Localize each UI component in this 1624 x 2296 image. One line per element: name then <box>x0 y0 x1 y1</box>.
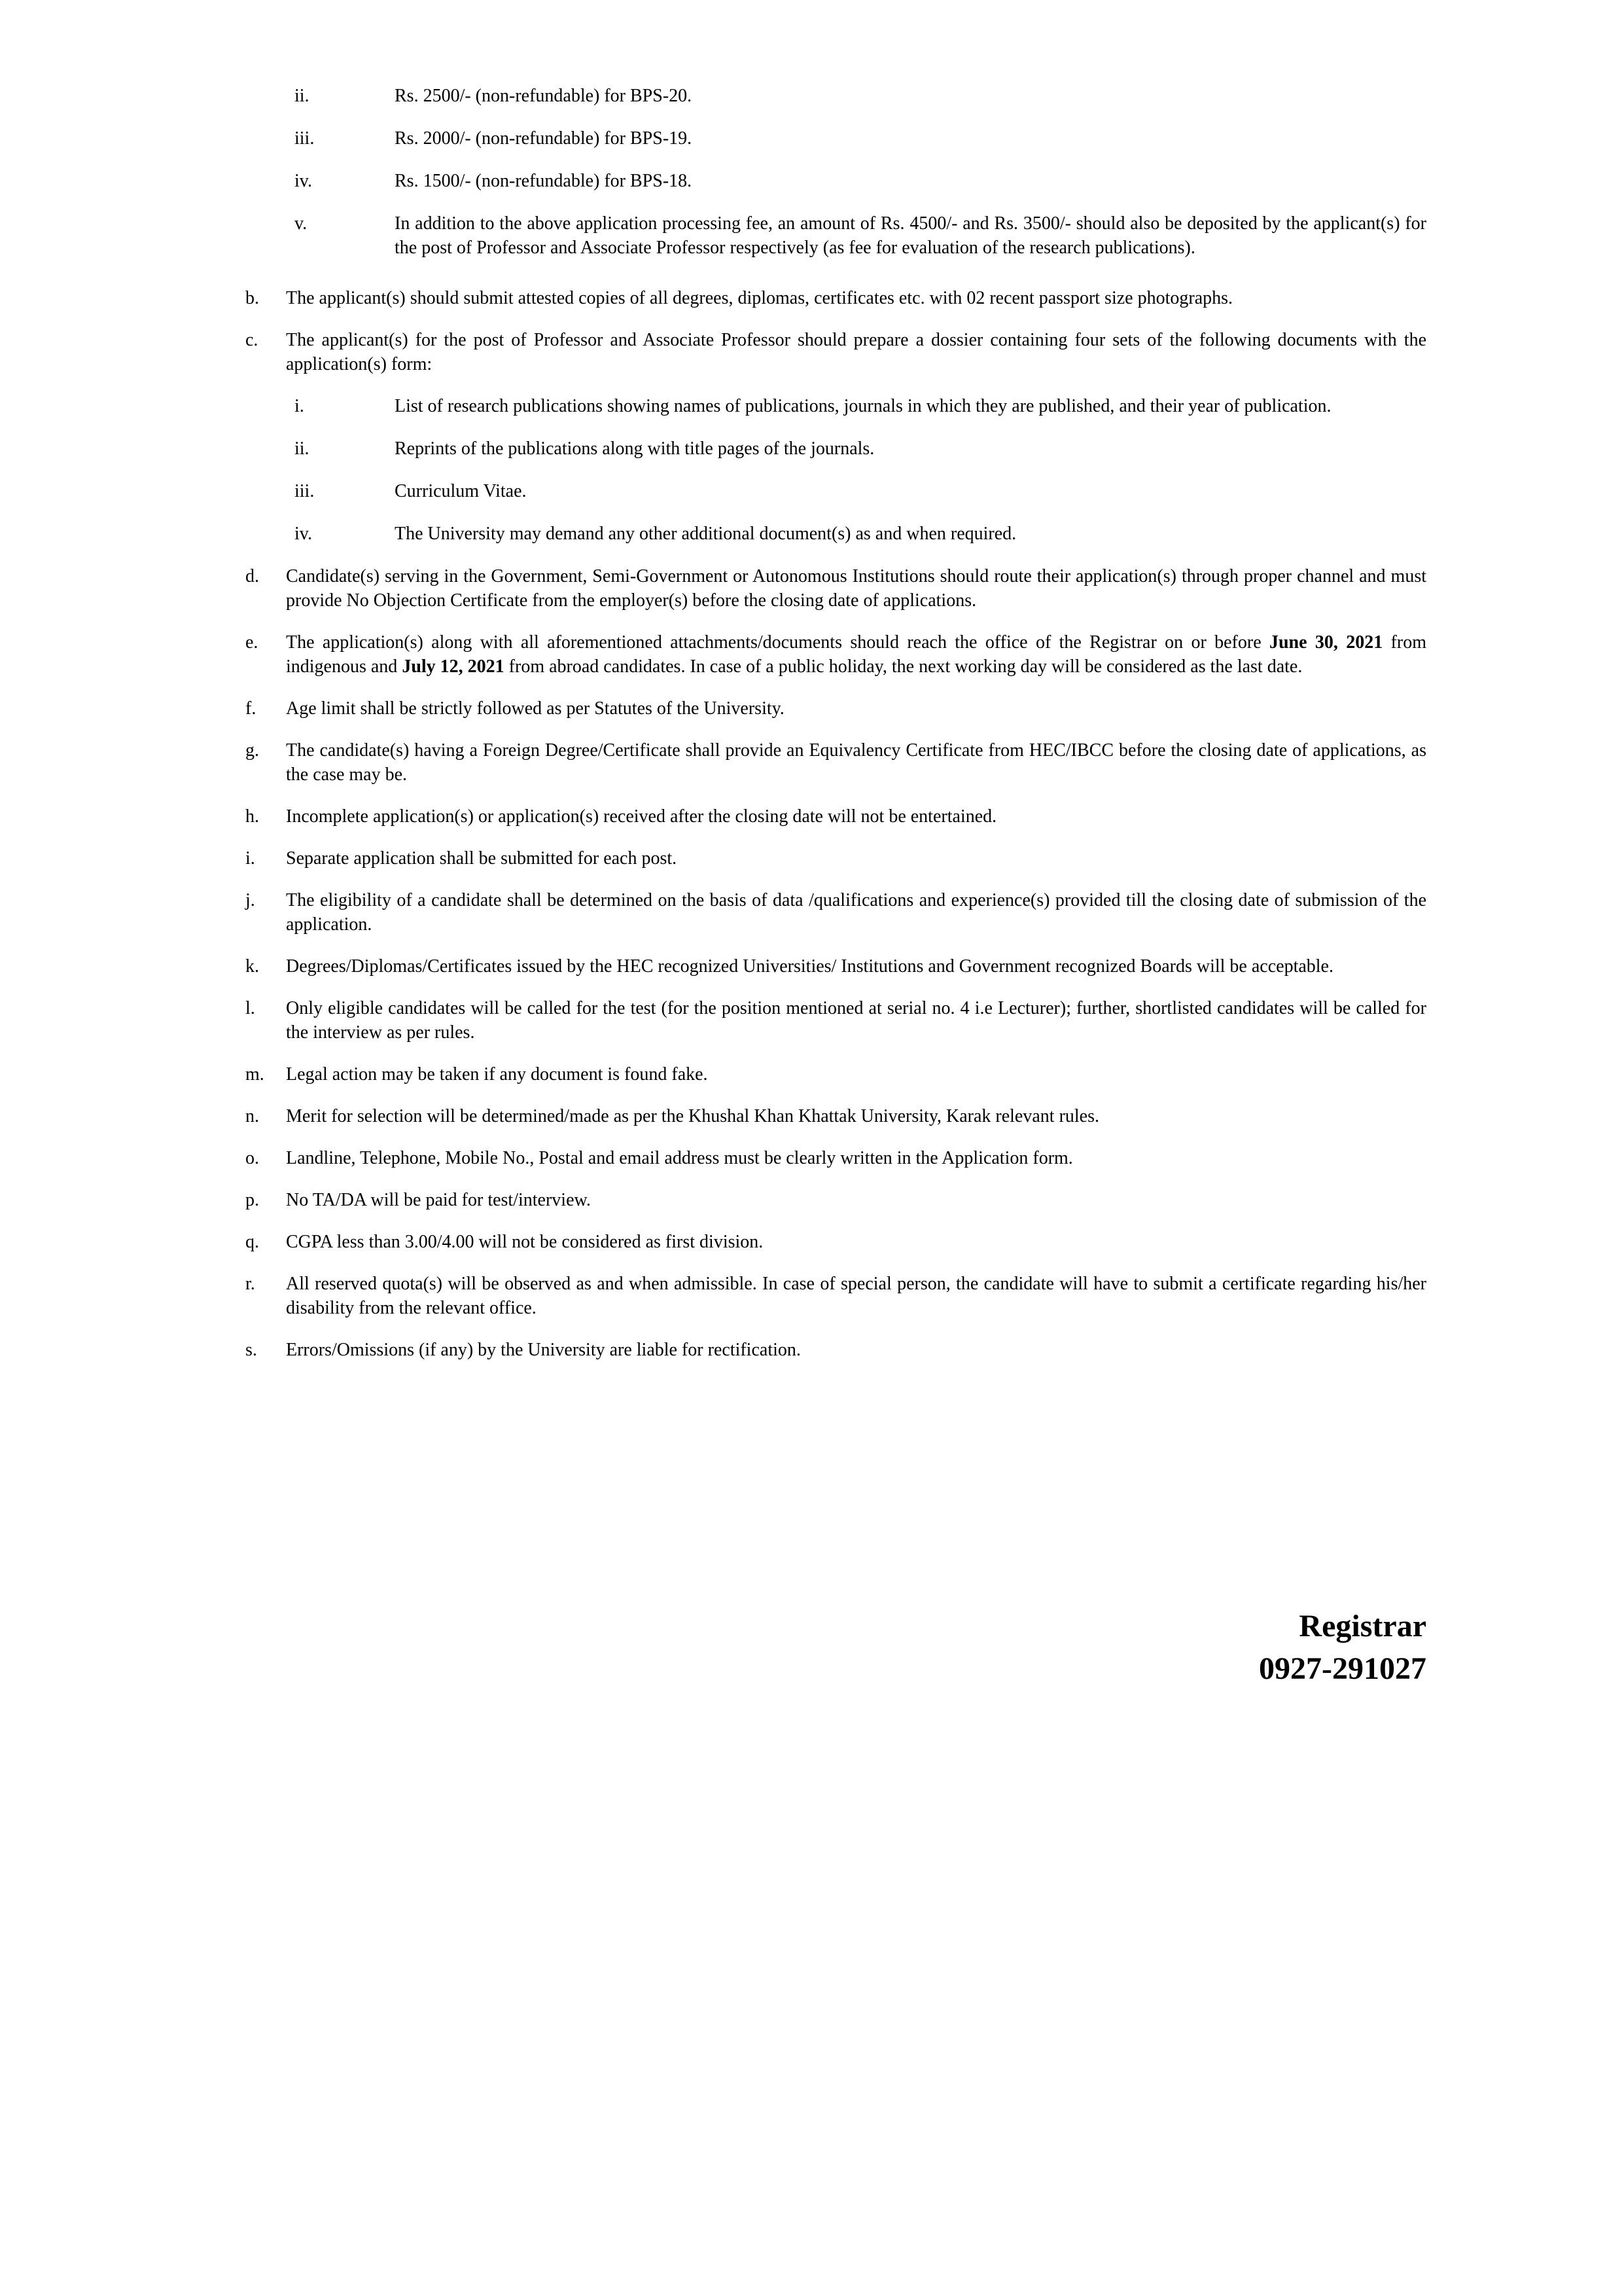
item-label: k. <box>245 956 259 977</box>
item-text: CGPA less than 3.00/4.00 will not be considered as first division. <box>286 1232 764 1252</box>
item-text: In addition to the above application processing fee, an amount of Rs. 4500/- and Rs. 3500/- should also be deposited by the applicant(s) for the post of Professor and Associate Professor respectively (as fee for evaluation of the research publications). <box>395 213 1426 258</box>
item-text <box>286 632 1426 677</box>
text-segment: The application(s) along with all aforementioned attachments/documents should reach the office of the Registrar on or before <box>286 632 1269 653</box>
item-text: No TA/DA will be paid for test/interview. <box>286 1190 591 1210</box>
document-body <box>245 84 1426 1380</box>
list-item <box>245 1062 1426 1086</box>
item-text: Rs. 2000/- (non-refundable) for BPS-19. <box>395 128 692 149</box>
signature-block <box>1259 1605 1426 1690</box>
item-text: Rs. 2500/- (non-refundable) for BPS-20. <box>395 86 692 106</box>
list-item <box>245 522 1426 546</box>
item-label: q. <box>245 1232 259 1252</box>
item-label: m. <box>245 1064 264 1085</box>
text-segment: from indigenous and <box>286 632 1426 677</box>
text-segment: from abroad candidates. In case of a public holiday, the next working day will be considered as the last date. <box>504 656 1303 677</box>
list-item <box>245 479 1426 503</box>
item-text: Legal action may be taken if any document is found fake. <box>286 1064 708 1085</box>
item-label: l. <box>245 998 255 1018</box>
list-item <box>245 1146 1426 1170</box>
list-item <box>245 1104 1426 1128</box>
notes-list <box>245 286 1426 1362</box>
list-item <box>245 394 1426 418</box>
item-text: Separate application shall be submitted for each post. <box>286 848 677 869</box>
list-item <box>245 328 1426 376</box>
list-item <box>245 564 1426 613</box>
emphasized-text: June 30, 2021 <box>1269 632 1383 653</box>
item-label: ii. <box>294 439 309 459</box>
item-label: f. <box>245 698 256 719</box>
list-item <box>245 804 1426 829</box>
item-text: Landline, Telephone, Mobile No., Postal and email address must be clearly written in the Application form. <box>286 1148 1073 1168</box>
item-label: s. <box>245 1340 257 1360</box>
item-label: iii. <box>294 481 315 501</box>
item-label: c. <box>245 330 258 350</box>
item-label: d. <box>245 566 259 586</box>
item-label: o. <box>245 1148 259 1168</box>
item-text: Degrees/Diplomas/Certificates issued by the HEC recognized Universities/ Institutions and Government recognized Boards will be acceptable. <box>286 956 1333 977</box>
item-label: p. <box>245 1190 259 1210</box>
list-item <box>245 211 1426 260</box>
item-text: List of research publications showing names of publications, journals in which they are published, and their year of publication. <box>395 396 1332 416</box>
item-label: g. <box>245 740 259 761</box>
item-text: Candidate(s) serving in the Government, Semi-Government or Autonomous Institutions should route their application(s) through proper channel and must provide No Objection Certificate from the employer(s) before the closing date of applications. <box>286 566 1426 611</box>
list-item <box>245 738 1426 787</box>
item-label: i. <box>245 848 255 869</box>
list-item <box>245 126 1426 151</box>
item-label: ii. <box>294 86 309 106</box>
item-label: h. <box>245 806 259 827</box>
signature-phone: 0927-291027 <box>1259 1651 1426 1686</box>
item-text: The applicant(s) for the post of Professor and Associate Professor should prepare a dossier containing four sets of the following documents with the application(s) form: <box>286 330 1426 374</box>
item-text: The candidate(s) having a Foreign Degree/Certificate shall provide an Equivalency Certificate from HEC/IBCC before the closing date of applications, as the case may be. <box>286 740 1426 785</box>
list-item <box>245 954 1426 978</box>
item-text: Reprints of the publications along with title pages of the journals. <box>395 439 875 459</box>
item-label: r. <box>245 1274 255 1294</box>
item-label: i. <box>294 396 304 416</box>
list-item <box>245 1188 1426 1212</box>
fee-list <box>245 84 1426 260</box>
dossier-sub-list <box>245 394 1426 546</box>
item-label: j. <box>245 890 255 910</box>
item-label: v. <box>294 213 308 234</box>
signature-title: Registrar <box>1299 1609 1426 1643</box>
item-label: e. <box>245 632 258 653</box>
item-label: iv. <box>294 171 312 191</box>
list-item <box>245 846 1426 870</box>
emphasized-text: July 12, 2021 <box>402 656 504 677</box>
item-text: The applicant(s) should submit attested copies of all degrees, diplomas, certificates etc. with 02 recent passport size photographs. <box>286 288 1233 308</box>
list-item <box>245 84 1426 108</box>
list-item <box>245 169 1426 193</box>
item-label: b. <box>245 288 259 308</box>
item-text: The University may demand any other additional document(s) as and when required. <box>395 524 1017 544</box>
list-item <box>245 1230 1426 1254</box>
list-item <box>245 888 1426 937</box>
item-label: n. <box>245 1106 259 1126</box>
item-text: Age limit shall be strictly followed as per Statutes of the University. <box>286 698 785 719</box>
item-label: iii. <box>294 128 315 149</box>
item-text: Rs. 1500/- (non-refundable) for BPS-18. <box>395 171 692 191</box>
item-label: iv. <box>294 524 312 544</box>
list-item <box>245 286 1426 310</box>
item-text: All reserved quota(s) will be observed as and when admissible. In case of special person, the candidate will have to submit a certificate regarding his/her disability from the relevant office. <box>286 1274 1426 1318</box>
item-text: The eligibility of a candidate shall be determined on the basis of data /qualifications and experience(s) provided till the closing date of submission of the application. <box>286 890 1426 935</box>
list-item <box>245 630 1426 679</box>
item-text: Merit for selection will be determined/made as per the Khushal Khan Khattak University, Karak relevant rules. <box>286 1106 1099 1126</box>
list-item <box>245 1338 1426 1362</box>
list-item <box>245 696 1426 721</box>
list-item <box>245 437 1426 461</box>
item-text: Curriculum Vitae. <box>395 481 527 501</box>
list-item <box>245 1272 1426 1320</box>
item-text: Errors/Omissions (if any) by the University are liable for rectification. <box>286 1340 801 1360</box>
item-text: Only eligible candidates will be called for the test (for the position mentioned at serial no. 4 i.e Lecturer); further, shortlisted candidates will be called for the interview as per rules. <box>286 998 1426 1043</box>
list-item <box>245 996 1426 1045</box>
item-text: Incomplete application(s) or application(s) received after the closing date will not be entertained. <box>286 806 997 827</box>
